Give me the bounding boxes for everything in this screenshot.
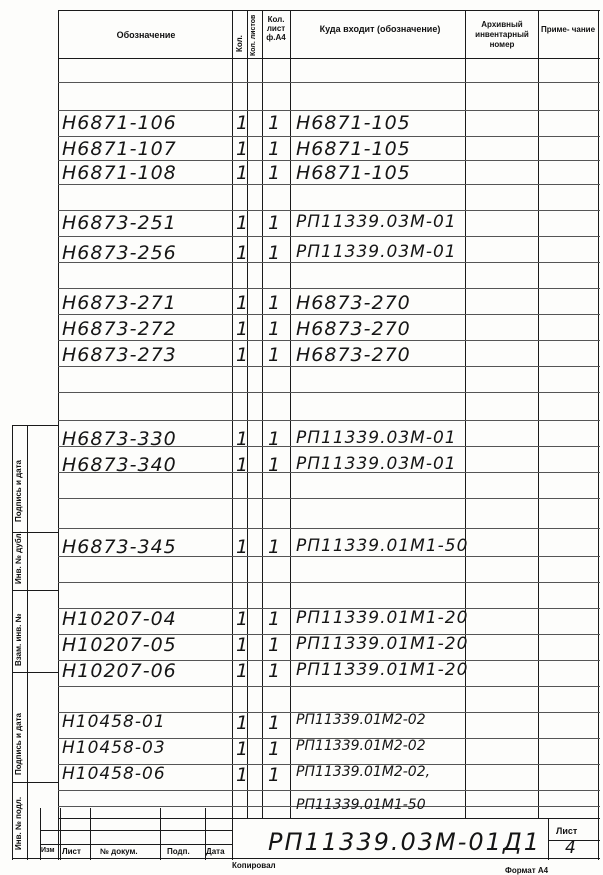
- row-line: [58, 420, 600, 421]
- row-qty: 1: [236, 454, 249, 476]
- row-sheets: 1: [268, 764, 281, 786]
- tb-doc-no: № докум.: [100, 847, 138, 856]
- row-where-used: H6873-270: [296, 344, 411, 366]
- row-qty: 1: [236, 138, 249, 160]
- row-where-used: H6873-270: [296, 318, 411, 340]
- tb-col-5: [232, 808, 233, 860]
- col-a4-left: [262, 10, 263, 818]
- row-line: [58, 82, 600, 83]
- row-designation: H6871-106: [62, 112, 177, 134]
- row-designation: H10458-06: [62, 764, 166, 784]
- header-note: Приме- чание: [540, 25, 596, 34]
- row-sheets: 1: [268, 712, 281, 734]
- frame-right: [598, 10, 599, 860]
- row-sheets: 1: [268, 242, 281, 264]
- row-qty: 1: [236, 344, 249, 366]
- col-qty-left: [232, 10, 233, 818]
- document-code: РП11339.03М-01Д1: [268, 828, 541, 856]
- row-sheets: 1: [268, 292, 281, 314]
- row-qty: 1: [236, 162, 249, 184]
- side-strip-sep4: [12, 782, 58, 783]
- col-note-left: [538, 10, 539, 818]
- tb-col-3: [160, 808, 161, 860]
- row-where-used: РП11339.03М-01: [296, 454, 457, 474]
- row-sheets: 1: [268, 660, 281, 682]
- sheet-number: 4: [565, 838, 576, 858]
- side-label-inv-orig: Инв. № подл.: [14, 796, 23, 850]
- frame-bottom: [12, 858, 600, 859]
- row-line: [58, 288, 600, 289]
- tb-list: Лист: [62, 847, 81, 856]
- col-where-left: [290, 10, 291, 818]
- row-sheets: 1: [268, 162, 281, 184]
- row-designation: H6873-345: [62, 536, 177, 558]
- row-qty: 1: [236, 112, 249, 134]
- title-block-row1: [40, 830, 232, 831]
- row-line: [58, 498, 600, 499]
- row-qty: 1: [236, 608, 249, 630]
- tb-col-2: [90, 808, 91, 860]
- row-where-used: H6871-105: [296, 112, 411, 134]
- row-where-used: РП11339.03М-01: [296, 242, 457, 262]
- row-where-used: РП11339.01М1-50: [296, 797, 426, 813]
- tb-col-sheet: [548, 818, 549, 860]
- row-designation: H6873-272: [62, 318, 177, 340]
- sheet-label: Лист: [556, 826, 578, 836]
- row-designation: H10458-03: [62, 738, 166, 758]
- row-qty: 1: [236, 428, 249, 450]
- footer-copied: Копировал: [232, 861, 276, 870]
- row-designation: H6871-107: [62, 138, 177, 160]
- row-line: [58, 110, 600, 111]
- row-line: [58, 340, 600, 341]
- row-where-used: РП11339.03М-01: [296, 212, 457, 232]
- row-sheets: 1: [268, 536, 281, 558]
- row-qty: 1: [236, 292, 249, 314]
- row-sheets: 1: [268, 428, 281, 450]
- frame-left: [58, 10, 59, 860]
- row-where-used: РП11339.03М-01: [296, 428, 457, 448]
- row-where-used: H6871-105: [296, 162, 411, 184]
- row-sheets: 1: [268, 112, 281, 134]
- header-archive: Архивный инвентарный номер: [475, 20, 529, 49]
- row-sheets: 1: [268, 454, 281, 476]
- row-sheets: 1: [268, 344, 281, 366]
- row-qty: 1: [236, 634, 249, 656]
- row-line: [58, 790, 600, 791]
- row-designation: H6873-340: [62, 454, 177, 476]
- row-where-used: H6873-270: [296, 292, 411, 314]
- row-where-used: H6871-105: [296, 138, 411, 160]
- row-where-used: РП11339.01М1-20: [296, 634, 469, 654]
- side-strip-top: [12, 425, 58, 426]
- title-block-row2: [40, 844, 232, 845]
- row-designation: H10207-05: [62, 634, 177, 656]
- row-qty: 1: [236, 318, 249, 340]
- row-line: [58, 210, 600, 211]
- row-qty: 1: [236, 764, 249, 786]
- side-label-vzam-inv: Взам. инв. №: [14, 613, 23, 666]
- row-line: [58, 366, 600, 367]
- row-where-used: РП11339.01М1-20: [296, 608, 469, 628]
- row-sheets: 1: [268, 138, 281, 160]
- row-line: [58, 686, 600, 687]
- side-label-sign-date-top: Подпись и дата: [14, 460, 23, 522]
- row-designation: H6871-108: [62, 162, 177, 184]
- row-line: [58, 136, 600, 137]
- row-designation: H6873-251: [62, 212, 177, 234]
- side-strip-sep2: [12, 590, 58, 591]
- row-where-used: РП11339.01М1-50: [296, 536, 469, 556]
- row-sheets: 1: [268, 318, 281, 340]
- row-line: [58, 392, 600, 393]
- row-where-used: РП11339.01М1-20: [296, 660, 469, 680]
- frame-top: [58, 10, 600, 11]
- row-sheets: 1: [268, 212, 281, 234]
- tb-izm: Изм: [41, 847, 55, 854]
- row-designation: H6873-330: [62, 428, 177, 450]
- row-qty: 1: [236, 660, 249, 682]
- row-line: [58, 528, 600, 529]
- row-where-used: РП11339.01М2-02: [296, 738, 426, 754]
- side-strip-divider: [27, 425, 28, 860]
- row-line: [58, 184, 600, 185]
- row-qty: 1: [236, 712, 249, 734]
- side-strip-sep3: [12, 672, 58, 673]
- header-qty: Кол.: [235, 35, 244, 52]
- header-divider: [58, 58, 600, 59]
- col-archive-left: [465, 10, 466, 818]
- side-label-sign-date-bottom: Подпись и дата: [14, 713, 23, 775]
- header-sheet-a4: Кол. лист ф.А4: [266, 15, 286, 42]
- row-designation: H10458-01: [62, 712, 166, 732]
- row-sheets: 1: [268, 608, 281, 630]
- row-qty: 1: [236, 738, 249, 760]
- row-where-used: РП11339.01М2-02,: [296, 764, 431, 780]
- title-block-top: [58, 818, 600, 819]
- row-sheets: 1: [268, 634, 281, 656]
- row-designation: H6873-271: [62, 292, 177, 314]
- row-designation: H6873-273: [62, 344, 177, 366]
- row-sheets: 1: [268, 738, 281, 760]
- row-qty: 1: [236, 242, 249, 264]
- row-qty: 1: [236, 212, 249, 234]
- row-line: [58, 582, 600, 583]
- side-label-dup-inv: Инв. № дубл.: [14, 531, 23, 584]
- row-where-used: РП11339.01М2-02: [296, 712, 426, 728]
- row-designation: H10207-04: [62, 608, 177, 630]
- header-designation: Обозначение: [116, 30, 176, 40]
- row-line: [58, 160, 600, 161]
- row-designation: H6873-256: [62, 242, 177, 264]
- tb-date: Дата: [206, 847, 225, 856]
- row-qty: 1: [236, 536, 249, 558]
- header-where-used: Куда входит (обозначение): [319, 24, 441, 34]
- header-sheets: Кол. листов: [250, 14, 257, 56]
- footer-format: Формат А4: [505, 866, 549, 875]
- row-line: [58, 236, 600, 237]
- row-designation: H10207-06: [62, 660, 177, 682]
- tb-sign: Подп.: [167, 847, 190, 856]
- row-line: [58, 314, 600, 315]
